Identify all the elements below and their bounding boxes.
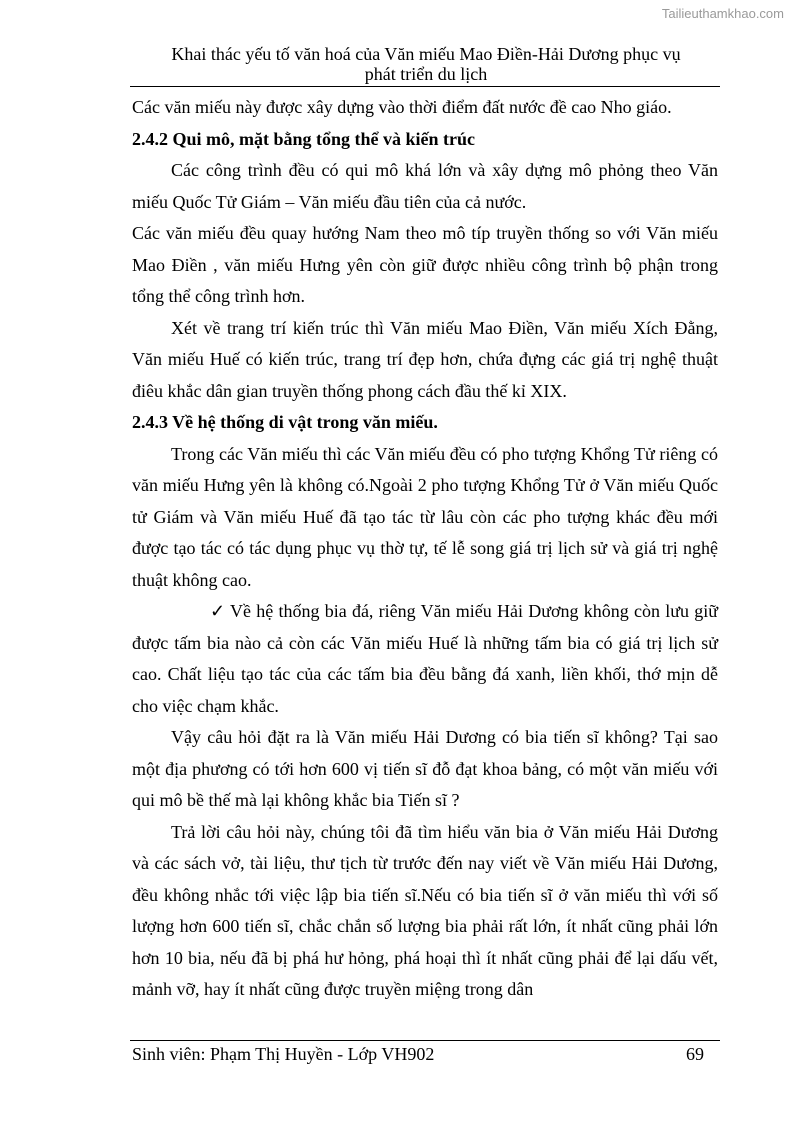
section-heading-2-4-3: 2.4.3 Về hệ thống di vật trong văn miếu. bbox=[132, 412, 438, 432]
page-footer bbox=[132, 1043, 718, 1065]
paragraph: Trong các Văn miếu thì các Văn miếu đều có pho tượng Khổng Tử riêng có văn miếu Hưng yên là không có.Ngoài 2 pho tượng Khổng Tử ở Văn miếu Quốc tử Giám và Văn miếu Huế đã tạo tác từ lâu còn các pho tượng khác đều mới được tạo tác có tác dụng phục vụ thờ tự, tế lễ song giá trị lịch sử và giá trị nghệ thuật không cao. bbox=[132, 443, 718, 590]
bullet-text: Về hệ thống bia đá, riêng Văn miếu Hải Dương không còn lưu giữ được tấm bia nào cả còn các Văn miếu Huế là những tấm bia có giá trị lịch sử cao. Chất liệu tạo tác của các tấm bia đều bằng đá xanh, liền khối, thớ mịn dễ cho việc chạm khắc. bbox=[132, 601, 718, 716]
page-number: 69 bbox=[686, 1044, 704, 1064]
bullet-paragraph bbox=[132, 596, 718, 722]
footer-author: Sinh viên: Phạm Thị Huyền - Lớp VH902 bbox=[132, 1044, 435, 1064]
watermark: Tailieuthamkhao.com bbox=[661, 6, 784, 21]
footer-rule bbox=[130, 1040, 720, 1041]
paragraph: Các văn miếu đều quay hướng Nam theo mô típ truyền thống so với Văn miếu Mao Điền , văn miếu Hưng yên còn giữ được nhiều công trình bộ phận trong tổng thể công trình hơn. bbox=[132, 223, 718, 306]
header-rule bbox=[130, 86, 720, 87]
document-body bbox=[132, 92, 718, 1006]
running-header bbox=[132, 44, 720, 84]
paragraph: Các công trình đều có qui mô khá lớn và xây dựng mô phỏng theo Văn miếu Quốc Tử Giám – Văn miếu đầu tiên của cả nước. bbox=[132, 160, 718, 212]
paragraph: Vậy câu hỏi đặt ra là Văn miếu Hải Dương có bia tiến sĩ không? Tại sao một địa phương có tới hơn 600 vị tiến sĩ đỗ đạt khoa bảng, có một văn miếu với qui mô bề thế mà lại không khắc bia Tiến sĩ ? bbox=[132, 727, 718, 810]
header-line-2: phát triển du lịch bbox=[364, 64, 488, 84]
paragraph: Các văn miếu này được xây dựng vào thời điểm đất nước đề cao Nho giáo. bbox=[132, 97, 672, 117]
paragraph: Xét về trang trí kiến trúc thì Văn miếu Mao Điền, Văn miếu Xích Đằng, Văn miếu Huế có kiến trúc, trang trí đẹp hơn, chứa đựng các giá trị nghệ thuật điêu khắc dân gian truyền thống phong cách đầu thế kỉ XIX. bbox=[132, 317, 718, 401]
checkmark-icon: ✓ bbox=[210, 601, 226, 621]
paragraph: Trả lời câu hỏi này, chúng tôi đã tìm hiểu văn bia ở Văn miếu Hải Dương và các sách vở, tài liệu, thư tịch từ trước đến nay viết về Văn miếu Hải Dương, đều không nhắc tới việc lập bia tiến sĩ.Nếu có bia tiến sĩ ở văn miếu thì với số lượng hơn 600 tiến sĩ, chắc chắn số lượng bia phải rất lớn, ít nhất cũng phải lớn hơn 10 bia, nếu đã bị phá hư hỏng, phá hoại thì ít nhất cũng phải để lại dấu vết, mảnh vỡ, hay ít nhất cũng được truyền miệng trong dân bbox=[132, 821, 718, 999]
header-line-1: Khai thác yếu tố văn hoá của Văn miếu Mao Điền-Hải Dương phục vụ bbox=[171, 44, 681, 64]
section-heading-2-4-2: 2.4.2 Qui mô, mặt bằng tổng thể và kiến trúc bbox=[132, 128, 476, 149]
